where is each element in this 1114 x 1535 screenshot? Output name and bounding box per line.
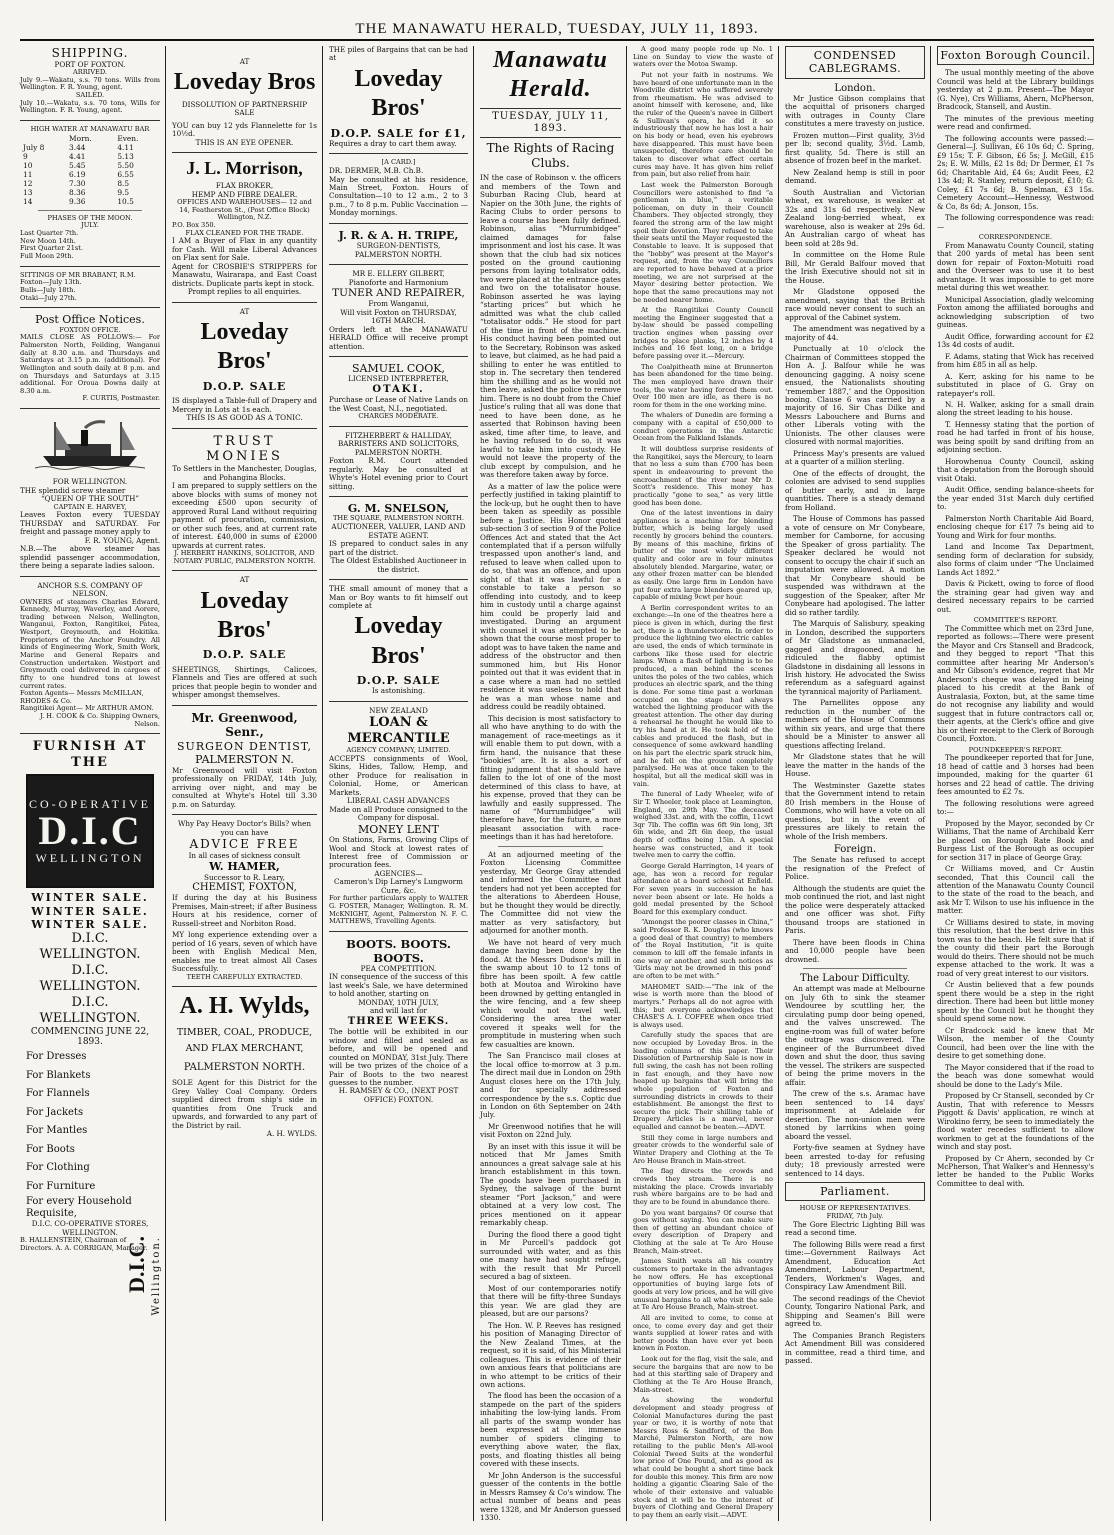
news-paragraph: The flag directs the crowds and crowds they stream. There is no mistaking the place. Crowds invariably rush where bargains are to be had and they are to be found in abundance there. <box>633 1167 773 1206</box>
list-item: For Boots <box>26 1143 75 1155</box>
teeth: TEETH CAREFULLY EXTRACTED. <box>186 972 303 981</box>
chemist: CHEMIST, FOXTON, <box>192 882 297 894</box>
column-rule <box>165 46 166 1521</box>
news-paragraph: It will doubtless surprise residents of the Rangitikei, says the Mercury, to learn that no less a sum than £700 has been spent in endeavouring to prevent the encroachment of the river near Mr D. Scott's residence. This money has practically “gone to sea,” as very little good has been done. <box>633 445 773 507</box>
council-paragraph: The poundkeeper reported that for June, 18 head of cattle and 3 horses had been impounded, making for the quarter 61 horses and 22 head of cattle. The driving fees amounted to £2 7s. <box>937 753 1094 797</box>
sitting-line: Otaki—July 27th. <box>20 293 77 302</box>
council-paragraph: Municipal Association, gladly welcoming Foxton among the affiliated boroughs and acknowledging subscription of two guineas. <box>937 294 1094 330</box>
tripe-palm: PALMERSTON NORTH. <box>354 249 443 259</box>
list-item: For Clothing <box>26 1162 90 1174</box>
london-heading: London. <box>834 82 876 94</box>
council-paragraph: Cr Williams desired to state, in moving this resolution, that the best drive in this town was to the beach. He felt sure that if the county did their part the Borough would do theirs. There should not be much expense attached to the work. It was a road of very great interest to our visitors. <box>937 917 1094 978</box>
pea-heading: PEA COMPETITION. <box>360 964 437 973</box>
council-paragraph: The following resolutions were agreed to:— <box>937 798 1094 817</box>
cable-paragraph: In committee on the Home Rule Bill, Mr Gerald Balfour moved that the Irish Executive should not sit in the House. <box>785 250 925 285</box>
agencies: AGENCIES— <box>374 868 423 878</box>
council-paragraph: Proposed by Cr Ahern, seconded by Cr McPherson, That Walker's and Hennessy's letter be handed to the Public Works Committee to deal with. <box>937 1153 1094 1188</box>
council-paragraph: Land and Income Tax Department, sending form of declaration for subsidy, also forms of claim under “The Unclaimed Lands Act 1892.” <box>937 542 1094 577</box>
cable-paragraph: Mr Gladstone opposed the amendment, saying that the British race would never consent to such an approval of the Cabinet system. <box>785 287 925 322</box>
cable-paragraph: South Australian and Victorian wheat, ex warehouse, is weaker at 32s and 31s 6d respectively. New Zealand long-berried wheat, ex warehouse, also is weaker at 29s 6d. An Australian cargo of wheat has been sold at 28s 9d. <box>785 187 925 248</box>
loveday-heading: Loveday Bros' <box>354 613 443 669</box>
purchase-text: Purchase or Lease of Native Lands on the West Coast, N.I., negotiated. <box>329 395 468 413</box>
dic-wellington: D.I.C. WELLINGTON. <box>39 963 141 994</box>
news-paragraph: James Smith wants all his country customers to partake in the advantages he now offers. He has exceptional opportunities of buying large lots of goods at very low prices, and he will give unusual bargains to all who visit the sale at Te Aro House Branch, Main-street. <box>633 1257 773 1312</box>
poundkeeper-heading: POUNDKEEPER'S REPORT. <box>968 745 1063 754</box>
anchor-agents: Rangitikei Agent— Mr ARTHUR AMON. <box>20 704 154 713</box>
table-full-text: IS displayed a Table-full of Drapery and Mercery in Lots at 1s each. <box>172 396 317 414</box>
dic-footer: D.I.C. CO-OPERATIVE STORES, WELLINGTON. <box>31 1219 149 1237</box>
palmerston-north: PALMERSTON NORTH. <box>183 1061 306 1073</box>
sole-agent-text: SOLE Agent for this District for the Grey Valley Coal Company. Orders supplied direct from ship's side in quantities from One Truck and upwards, and forwarded to any part of the District by rail. <box>172 1078 317 1130</box>
sheetings-text: SHEETINGS, Shirtings, Calicoes, Flannels and Ties are offered at such prices that people begin to wonder and whisper amongst themselves. <box>172 664 317 700</box>
piano: Pianoforte and Harmonium <box>348 277 449 287</box>
news-paragraph: The flood has been the occasion of a stampede on the part of the spiders inhabiting the low-lying lands. From all parts of the swamp wonder has been expressed at the immense number of spiders clinging to everything above water, the flax, posts, and floating thistles all being covered with these insects. <box>480 1391 621 1469</box>
flax-cleaned: FLAX CLEANED FOR THE TRADE. <box>185 228 304 237</box>
advice-free: ADVICE FREE <box>189 837 300 852</box>
cable-paragraph: Mr Gladstone states that he will leave the matter in the hands of the House. <box>785 752 925 779</box>
cable-paragraph: One of the effects of drought, the colonies are advised to send supplies of butter early, and in large quantities. There is a steady demand from Holland. <box>785 468 925 512</box>
hamer: W. HAMER, <box>209 860 280 874</box>
news-paragraph: MAHOMET SAID:—“The ink of the wise is worth more than the blood of martyrs.” Perhaps all do not agree with this; but everyone acknowledges that CHASE'S A. I. COFFEE when once tried is always used. <box>633 982 773 1029</box>
furnish-heading: FURNISH AT THE <box>32 739 148 771</box>
foreign-heading: Foreign. <box>833 844 877 856</box>
shipping-title: SHIPPING. <box>51 46 129 60</box>
fitz-text: Foxton R.M. Court attended regularly. May be consulted at Whyte's Hotel evening prior to Court sitting. <box>329 456 468 491</box>
dic-wellington: D.I.C. WELLINGTON. <box>39 994 141 1026</box>
cable-paragraph: The amendment was negatived by a majority of 44. <box>785 324 925 342</box>
prepared-text: IS prepared to conduct sales in any part of the district. <box>329 539 468 557</box>
wellington-title: FOR WELLINGTON. <box>52 477 128 487</box>
dic-wellington: D.I.C. WELLINGTON. <box>39 931 141 963</box>
cable-paragraph: The Marquis of Salisbury, speaking in London, described the supporters of Mr Gladstone as unmanacled, gagged and dragooned, and he ridiculed the flabby optimist Gladstone in disdaining all lessons in Irish history. He advocated the Swiss referendum as a safeguard against the tyrannical majority of Parliament. <box>785 619 925 696</box>
council-paragraph: Palmerston North Charitable Aid Board, enclosing cheque for £17 7s being aid to Young and Wirk for four months. <box>937 513 1094 540</box>
cable-paragraph: There have been floods in China and 10,000 people have been drowned. <box>785 937 925 964</box>
council-paragraph: Davis & Pickett, owing to force of flood the straining gear had given way and desired necessary repairs to be carried out. <box>937 579 1094 614</box>
trust-sub: To Settlers in the Manchester, Douglas, and Pohangina Blocks. <box>172 464 317 482</box>
square: THE SQUARE, PALMERSTON NORTH. <box>332 514 465 523</box>
council-paragraph: Cr Bradcock said he knew that Mr Wilson, the member of the County Council, had been over the line with the desire to get something done. <box>937 1025 1094 1061</box>
boots-heading: BOOTS. BOOTS. BOOTS. <box>346 936 451 965</box>
bottle-text: The bottle will be exhibited in our window and filled and sealed as before, and will be opened and counted on MONDAY, 31st July. There will be two prizes of the choice of a Pair of Boots to the two nearest guesses to the number. <box>329 1027 468 1087</box>
anchor-text: OWNERS of steamers Charles Edward, Kennedy, Murray, Waverley, and Aorere, trading between Nelson, Wellington, Wanganui, Foxton, Rangitikei, Patea, Westport, Greymouth, and Hokitika. Proprietors of the Anchor Foundry. All kinds of Engineering Work, Smith Work, Marine and General Repairs and Construction undertaken. Westport and Greymouth coal delivered in cargoes of fifty to one hundred tons at lowest current rates. <box>20 597 160 690</box>
monday: MONDAY, 10TH JULY, <box>358 997 439 1007</box>
news-paragraph: The San Francisco mail closes at the local office to-morrow at 3 p.m. The direct mail due in London on 29th August closes here on the 17th July, and for specially addressed correspondence by the s.s. Coptic due in London on 6th September on 24th July. <box>480 1051 621 1120</box>
palmerston: PALMERSTON N. <box>195 753 294 767</box>
news-paragraph: Look out for the flag, visit the sale, and secure the bargains that are now to be had at this startling sale of Drapery and Clothing at the Te Aro House Branch, Main-street. <box>633 1355 773 1394</box>
council-paragraph: Audit Office, sending balance-sheets for the year ended 31st March duly certified to. <box>937 485 1094 512</box>
dop-sale: D.O.P. SALE <box>356 674 441 687</box>
loveday-heading: Loveday Bros' <box>200 587 289 644</box>
dop-sale: D.O.P. SALE <box>202 648 287 662</box>
flannel-text: YOU can buy 12 yds Flannelette for 1s 10½d. <box>172 120 317 139</box>
table-row: 12 7.30 8.5 <box>23 178 130 188</box>
steamer-name: “QUEEN OF THE SOUTH” <box>40 494 140 504</box>
cable-paragraph: Frozen mutton—First quality, 3½d per lb; second quality, 3½d. Lamb, first quality, 5d. There is still an absence of frozen beef in the market. <box>785 130 925 166</box>
list-item: For Dresses <box>26 1051 87 1063</box>
sittings-title: SITTINGS OF MR BRABANT, R.M. <box>20 270 136 279</box>
dermer: DR. DERMER, M.B. Ch.B. <box>329 166 424 176</box>
winter-sale: WINTER SALE. <box>31 904 149 918</box>
flax-broker: FLAX BROKER, <box>215 181 274 191</box>
from-wanganui: From Wanganui, <box>368 299 429 309</box>
successor: Successor to R. Leary, <box>204 872 285 882</box>
cable-paragraph: The crew of the s.s. Aramac have been sentenced to 14 days' imprisonment at Adelaide for desertion. The non-union men were stoned by larrikins when going aboard the vessel. <box>785 1089 925 1141</box>
table-row: 9 4.41 5.13 <box>23 151 134 161</box>
cable-paragraph: New Zealand hemp is still in poor demand. <box>785 167 925 186</box>
cable-paragraph: The Senate has refused to accept the resignation of the Prefect of Police. <box>785 855 925 882</box>
herald-date: TUESDAY, JULY 11, 1893. <box>480 108 621 138</box>
snelson: G. M. SNELSON, <box>347 502 450 516</box>
council-paragraph: N. H. Walker, asking for a small drain along the street leading to his house. <box>937 400 1094 418</box>
council-paragraph: Proposed by Cr Stansell, seconded by Cr Austin, That with reference to Messrs Piggott & Davis' application, re winch at Wirokino ferry, be seen to immediately the flood water recedes sufficient to allow workmen to get at the foundations of the winch and stay post. <box>937 1091 1094 1152</box>
arrived-label: ARRIVED. <box>72 68 108 77</box>
dermer-text: May be consulted at his residence, Main Street, Foxton. Hours of Consultation—10 to 12 a.m., 2 to 3 p.m., 7 to 8 p.m. Public Vaccination — Monday mornings. <box>329 174 468 218</box>
cablegrams-title: CONDENSED CABLEGRAMS. <box>785 46 925 79</box>
liberal: LIBERAL CASH ADVANCES <box>347 796 450 806</box>
charges: CHARGES MODERATE. <box>358 412 439 421</box>
news-paragraph: Carefully study the spaces that are now occupied by Loveday Bros. in the leading columns of this paper. Their Dissolution of Partnership Sale is now in full swing, the cash has not been rolling in fast enough, and they have now heaped up bargains that will bring the whole population of Foxton and surrounding districts in crowds to their establishment. Be amongst the first to secure the pick. Their shilling table of Drapery Articles is a marvel, never equalled and cannot be beaten.—ADVT. <box>633 1031 773 1132</box>
council-paragraph: A. Kerr, asking for his name to be substituted in place of G. Gray on ratepayer's roll. <box>937 371 1094 398</box>
ramsey: H. RAMSEY & CO., (NEXT POST OFFICE) FOXTON. <box>338 1086 459 1104</box>
column-rule <box>322 46 323 1521</box>
ad-at: AT <box>239 575 250 585</box>
moon-month: JULY. <box>81 221 99 230</box>
news-paragraph: One of the latest inventions in dairy appliances is a machine for blending butter, which is being largely used recently by grocers behind the counters. By means of this machine, firkins of butter of the most widely different quality and color are in four minutes absolutely blended. Margarine, water, or any other frozen matter can be blended as easily. One large firm in London have put four extra large blenders geared up, capable of mixing 9cwt per hour. <box>633 509 773 602</box>
cable-paragraph: The Westminster Gazette states that the Government intend to retain 80 Irish members in the House of Commons, who will have a vote on all questions, but in the event of pressures are likely to retain the whole of the Irish members. <box>785 780 925 841</box>
anchor-title: ANCHOR S.S. COMPANY OF NELSON. <box>37 580 143 599</box>
cook: SAMUEL COOK, <box>351 361 445 375</box>
sitting-line: Bulls—July 18th. <box>20 285 76 294</box>
tuner: TUNER AND REPAIRER, <box>332 287 465 300</box>
news-paragraph: At the Rangitikei County Council meeting the Engineer suggested that a by-law should be passed compelling traction engines when passing over bridges to place planks, 12 inches by 4 inches and 16 feet long, on a bridge before passing over it.—Mercury. <box>633 306 773 360</box>
hankins: J. HERBERT HANKINS, SOLICITOR, AND NOTARY PUBLIC, PALMERSTON NORTH. <box>173 549 316 565</box>
council-paragraph: T. Hennessy stating that the portion of road he had tarfed in front of his house, was being spoilt by sand drifting from an adjoining section. <box>937 419 1094 455</box>
anchor-agents: J. H. COOK & Co. Shipping Owners, Nelson. <box>39 712 160 728</box>
moon-title: PHASES OF THE MOON. <box>47 213 133 222</box>
winter-sale: WINTER SALE. <box>31 891 149 905</box>
cable-paragraph: An attempt was made at Melbourne on July 6th to sink the steamer Wendouree by scuttling her, the circulating pump door being opened, and the valves unscrewed. The engine-room was full of water before the outrage was discovered. The engineer of the Burrumbeet dived down and shut the door, thus saving the vessel. The strikers are suspected of being the prime movers in the affair. <box>785 984 925 1087</box>
tripe: J. R. & A. H. TRIPE, <box>338 228 459 242</box>
moon-line: Full Moon 29th. <box>20 252 74 261</box>
news-paragraph: The Hon. W. P. Reeves has resigned his position of Managing Director of the New Zealand Times, at the request, so it is said, of his Ministerial colleagues. This is evidence of their own anxious fears that politicians are in who attempt to be critics of their own actions. <box>480 1320 621 1389</box>
steamship-illustration <box>35 414 145 474</box>
anchor-agents: Foxton Agents— Messrs McMILLAN, RHODES & Co. <box>20 689 144 705</box>
greenwood-heading: Mr. Greenwood, Senr., <box>191 710 298 740</box>
tonic-text: THIS IS AS GOOD AS A TONIC. <box>186 413 303 423</box>
news-paragraph: George Gerald Harrington, 14 years of age, has won a record for regular attendance at a board school at Enfield. For seven years in succession he has never been absent or late. He holds a gold medal presented by the School Board for this exemplary conduct. <box>633 861 773 916</box>
editorial-heading: The Rights of Racing Clubs. <box>486 140 615 170</box>
council-paragraph: Horowhenua County Council, asking that a deputation from the Borough should visit Otaki. <box>937 456 1094 483</box>
wellington-vertical: Wellington. <box>150 1236 162 1316</box>
gilbert: MR E. ELLERY GILBERT, <box>352 269 445 279</box>
council-paragraph: The Mayor considered that if the road to the beach was done somewhat would should be done to the Lady's Mile. <box>937 1062 1094 1089</box>
steamer-text: THE splendid screw steamer <box>20 485 126 495</box>
news-paragraph: As showing the wonderful development and steady progress of Colonial Manufactures during the past year or two, it is worthy of note that Messrs Ross & Sandford, of the Bon Marché, Palmerston North, are now retailing to the public Men's All-wool Colonial Tweed Suits at the wonderful low price of One Pound, and as good as what could be bought a short time back for double this money. This firm are now holding a gigantic Clearing Sale of the whole of their extensive and valuable stock and it will be to the interest of buyers of Clothing and General Drapery to pay them an early visit.—ADVT. <box>633 1396 773 1519</box>
council-paragraph: The usual monthly meeting of the above Council was held at the Library buildings yesterday at 2 p.m. Present—The Mayor (G. Nye), Crs Williams, Ahern, McPherson, Bradcock, Stansell, and Austin. <box>937 68 1094 112</box>
hamer-text: If during the day at his Business Premises, Main-street; if after Business Hours at his residence, corner of Russell-street and Norbiton Road. <box>172 893 317 928</box>
table-row: July 8 3.44 4.11 <box>23 142 134 152</box>
nb-text: N.B.—The above steamer has splendid passenger accommodation, there being a separate ladies saloon. <box>20 544 160 571</box>
council-paragraph: F. Adams, stating that Wick has received from him £85 in all as help. <box>937 351 1094 370</box>
liberal-text: Made on all Produce consigned to the Company for disposal. <box>329 804 468 823</box>
po-box: P.O. Box 350. <box>172 221 216 230</box>
editorial-paragraph: IN the case of Robinson v. the officers and members of the Town and Suburban Racing Club, heard at Napier on the 30th June, the rights of Racing Clubs to order persons to leave a course has been fully defined. Robinson, alias “Murrumbidgee” claimed damages for false imprisonment and lost his case. It was shown that the club had six notices posted on the ground cautioning persons from laying totalisator odds, two were placed at the entrance gates and two on the totalisator house. Robinson asserted he was laying “starting prices” but which he admitted was what the club called “totalisator odds.” He stood for part of the time in front of the machine. His conduct having been pointed out to the Secretary, Robinson was asked to leave, but claimed, as he had paid a shilling to enter he was entitled to stop in. The secretary then tendered him the shilling and as he would not then leave, asked the police to remove him. There is no doubt from the Chief Justice's ruling that all was done that need to have been done, as he asserted that Robinson having been asked, time after time, to leave, and he having refused to do so, it was lawful to take him into custody. He would not leave the property of the club except by compulsion, and he was therefore taken away by force. <box>480 173 621 480</box>
three-weeks: THREE WEEKS. <box>347 1015 450 1027</box>
parliament-paragraph: The second readings of the Cheviot County, Tongariro National Park, and Shipping and Seamen's Bill were agreed to. <box>785 1293 925 1329</box>
dic-logo: CO-OPERATIVE D.I.C WELLINGTON <box>26 774 154 888</box>
council-paragraph: The minutes of the previous meeting were read and confirmed. <box>937 113 1094 132</box>
otaki: OTAKI. <box>372 383 425 395</box>
fitzherbert: FITZHERBERT & HALLIDAY, BARRISTERS AND SOLICITORS, <box>337 430 460 449</box>
list-item: For Flannels <box>26 1088 90 1100</box>
parliament-heading: Parliament. <box>785 1182 925 1201</box>
sailed-label: SAILED. <box>75 91 105 100</box>
list-item: For Blankets <box>26 1069 91 1081</box>
news-paragraph: Mr Greenwood notifies that he will visit Foxton on 22nd July. <box>480 1121 621 1140</box>
cable-paragraph: Princess May's presents are valued at a quarter of a million sterling. <box>785 448 925 467</box>
column-editorial <box>475 46 626 1525</box>
list-item: For Mantles <box>26 1125 88 1137</box>
list-item: For every Household Requisite, <box>26 1196 132 1220</box>
why-pay: Why Pay Heavy Doctor's Bills? when you can have <box>177 819 312 837</box>
correspondence-heading: CORRESPONDENCE. <box>978 233 1053 242</box>
crosbie-text: Agent for CROSBIE'S STRIPPERS for Manawatu, Wairarapa, and East Coast districts. Duplicate parts kept in stock. <box>172 261 317 288</box>
table-row: 11 6.19 6.55 <box>23 169 134 179</box>
loveday-heading: Loveday Bros' <box>354 65 443 122</box>
column-news <box>628 46 778 1525</box>
council-paragraph: Proposed by the Mayor, seconded by Cr Williams, That the name of Archibald Kerr be placed on Borough Rate Book and Burgess List of the Borough as occupier for section 317 in place of George Gray. <box>937 818 1094 862</box>
dic-chairman: B. HALLENSTEIN, Chairman of Directors. A. A. CORRIGAN, Manager. <box>20 1236 148 1253</box>
hemp-dealer: HEMP AND FIBRE DEALER. <box>191 189 298 199</box>
post-office-sub: FOXTON OFFICE. <box>59 325 121 334</box>
sickness: In all cases of sickness consult <box>188 850 301 860</box>
piles-text: THE piles of Bargains that can be had at <box>329 46 468 63</box>
news-paragraph: Still they come in large numbers and greater crowds to the wonderful sale of Winter Drapery and Clothing at the Te Aro House Branch in Main-street. <box>633 1133 773 1165</box>
news-paragraph: We have not heard of very much damage having been done by the flood. At the Messrs Dudson's mill in the swamp about 10 to 12 tons of fibre has been spoilt. A few cattle both at Moutoa and Wirokino have been drowned by getting entangled in the wire fencing, and a few sheep which would not travel well. Considering the area the water covered it speaks well for the promptitude in mustering when such few casualties are known. <box>480 937 621 1049</box>
council-paragraph: The following accounts were passed:—General—J. Sullivan, £6 10s 6d; C. Spring, £9 15s; T. F. Gibson, £6 5s; J. McGill, £15 2s; E. W. Mills, £2 1s 8d; Dr Dermer, £1 7s 6d; Charitable Aid, £4 6s; Audit Fees, £2 13s 4d; R. Stanley, return deposit, £10; G. Coley, £1 7s 6d; B. Spelman, £3 15s. Cemetery Account—Hennessy, Westwood & Co, 8s 6d; A. Jonson, 15s. <box>937 133 1094 211</box>
cable-paragraph: Although the students are quiet the mob continued the riot, and last night the police were desperately attacked and one officer was shot. Fifty thousand troops are stationed in Paris. <box>785 883 925 936</box>
agent: F. R. YOUNG, Agent. <box>84 535 160 545</box>
greenwood-text: Mr Greenwood will visit Foxton professionally on FRIDAY, 14th July, arriving over night, and may be consulted at Whyte's Hotel till 3.30 p.m. on Saturday. <box>172 765 317 809</box>
visit: Will visit Foxton on THURSDAY, 16TH MARCH. <box>340 307 457 326</box>
dissolution: DISSOLUTION OF PARTNERSHIP SALE <box>181 99 308 118</box>
experience-text: MY long experience extending over a period of 16 years, seven of which have been with English Medical Men, enables me to treat almost All Cases Successfully. <box>172 930 317 974</box>
column-borough-council <box>932 46 1099 1525</box>
news-paragraph: Last week the Palmerston Borough Councillors were astonished to find “a gentleman in blue,” a veritable policeman, on duty in their Council Chambers. They objected strongly, they feared the strong arm of the law might spoil their devotion. They refused to take their seats until the Mayor requested the Constable to leave. It is supposed that the “bobby” was present at the Mayor's request, and, from the way Councillors are reported to have behaved at a prior meeting, we are not surprised at the Mayor desiring better protection. We hope that the same precautions may not be needed nearer home. <box>633 180 773 304</box>
further-text: For further particulars apply to WALTER G. FOSTER, Manager, Wellington. R. M. McKNIGHT, Agent, Palmerston N. F. C. MATTHEWS, Travelling Agents. <box>329 894 468 926</box>
auctioneer: AUCTIONEER, VALUER, LAND AND ESTATE AGENT. <box>331 522 466 540</box>
council-paragraph: Cr Austin believed that a few pounds spent there would be a step in the right direction. There had been but little money spent by the Council but he thought they should spend some now. <box>937 980 1094 1024</box>
port-label: PORT OF FOXTON. <box>54 59 126 69</box>
news-paragraph: During the flood there a good tight in Mr Purcell's paddock got surrounded with water, and as this one many have had sought refuge, with the result that Mr Purcell secured a bag of sixteen. <box>480 1229 621 1282</box>
news-paragraph: The whalers of Dunedin are forming a company with a capital of £50,000 to conduct operations in the Antarctic Ocean from the Falkland Islands. <box>633 411 773 443</box>
dop-sale: D.O.P. SALE for £1, <box>330 126 467 140</box>
cable-paragraph: Punctually at 10 o'clock the Chairman of Committees stopped the Hon A. J. Balfour while he was denouncing gagging. A noisy scene ensued, the Nationalists shouting ‘remember 1887,’ and the Opposition booing. Clause 6 was carried by a majority of 16. Sir Chas Dilke and Messrs Labouchere and Burns and other Liberals voting with the Unionists. The other clauses were closured with normal majorities. <box>785 344 925 447</box>
table-row: 14 9.36 10.5 <box>23 196 134 206</box>
news-paragraph: Put not your faith in nostrums. We have heard of one unfortunate man in the Woodville district who suffered severely from rheumatism. He was advised to anoint himself with kerosene, and, like the ruler of the Queen's navee in Gilbert & Sullivan's opera, he did it so industriously that now he has lost a hair on his body or head, even his eyebrows have disappeared. This must have been unsuspected, therefore care should be taken to discover what effect certain cures may have. It has given him relief from pain, but also relief from hair. <box>633 70 773 179</box>
winter-sale: WINTER SALE. <box>31 917 149 931</box>
news-paragraph: All are invited to come, to come at once, to come every day and get their wants supplied at lower rates and with better goods than have ever yet been known in Foxton. <box>633 1313 773 1353</box>
cable-paragraph: Mr Justice Gibson complains that the acquittal of prisoners charged with outrages in County Clare constitutes a mere travesty on justice. <box>785 94 925 129</box>
ad-at: AT <box>239 57 250 66</box>
council-paragraph: From Manawatu County Council, stating that 200 yards of metal has been sent down for repair of Foxton-Motuiti road and the Overseer was to use it to best advantage. It was impossible to get more metal during this wet weather. <box>937 240 1094 293</box>
column-rule <box>778 46 779 1521</box>
agency: AGENCY COMPANY, LIMITED. <box>346 746 451 755</box>
pea-text: IN consequence of the success of this last week's Sale, we have determined to hold another, starting on <box>329 972 468 999</box>
timber: TIMBER, COAL, PRODUCE, AND FLAX MERCHANT, <box>176 1026 313 1054</box>
news-paragraph: A Berlin correspondent writes to an exchange:—In one of the theatres here a piece is given in which, during the first act, there is a thunderstorm. In order to produce the lightning two electric cables are used, the ends of which terminate in carbons like those used for electric lamps. When a flash of lightning is to be produced, a man behind the scenes unites the poles of the two cables, which produces an electric spark, and the thing is done. For some time past a workman occupied on the stage had always watched the lightning producer with the greatest attention. The other day during a rehearsal he thought he would like to try his hand at it. He took hold of the cables and produced the flash, but in consequence of some awkward handling on his part the electric spark struck him, and he fell on the ground completely paralysed. He was at once taken to the hospital, but all the medical skill was in vain. <box>633 603 773 788</box>
wylds-heading: A. H. Wylds, <box>179 993 310 1020</box>
wylds-signature: A. H. WYLDS. <box>266 1129 317 1139</box>
labour-heading: The Labour Difficulty. <box>800 973 910 985</box>
table-row: 10 5.45 5.50 <box>23 160 134 170</box>
post-office-title: Post Office Notices. <box>35 313 145 327</box>
column-rule <box>473 46 474 1521</box>
dop-sale: D.O.P. SALE <box>202 379 287 393</box>
column-ads-3 <box>324 46 473 1525</box>
nz-heading: NEW ZEALAND <box>369 705 428 715</box>
column-rule <box>626 46 627 1521</box>
trust-body: I am prepared to supply settlers on the above blocks with sums of money not exceeding £500 upon security of approved Rural Land without requiring payment of procuration, commission, or other such fees, and at current rate of interest. £40,000 in sums of £2000 upwards at current rates. <box>172 481 317 550</box>
herald-title: Manawatu Herald. <box>493 47 608 103</box>
news-paragraph: The Coalpitheath mine at Brunnerton has been abandoned for the time being. The men employed have drawn their tools, the water having forced them out. Over 100 men are idle, as there is no room for them in the one working mine. <box>633 362 773 409</box>
loan-heading: LOAN & MERCANTILE <box>347 715 450 747</box>
oldest-text: The Oldest Established Auctioneer in the district. <box>330 556 467 574</box>
agencies-text: Cameron's Dip Larney's Lungworm Cure, &c. <box>334 877 463 895</box>
offices: OFFICES AND WAREHOUSES— 12 and 14, Featherston St., (Post Office Block) Wellington, N.Z. <box>177 198 312 222</box>
editorial-paragraph: As a matter of law the police were perfectly justified in taking plaintiff to the lock-up, but he ought then to have been taken as speedily as possible before a Justice. His Honor quoted sub-section 3 of section 9 of the Police Offences Act and stated that the Act contemplated that if a person wilfully trespassed upon another's land, and refused to leave when called upon to do so, that was an offence, and upon sight of that it was lawful for a constable to take a person so offending into custody, and to keep him in custody until a charge against him could be properly laid and investigated. During an argument with counsel it was attempted to be shown that the course most proper to adopt was to have taken the name and address of the obstructor and then summoned him, but His Honor pointed out that it was evident that in a case where a man had no settled residence it was useless to hold that he was a man whose name and address could be readily obtained. <box>480 481 621 712</box>
table-row: 13 8.36 9.5 <box>23 187 130 197</box>
parliament-paragraph: The Companies Branch Registers Act Amendment Bill was considered in committee, read a third time, and passed. <box>785 1330 925 1365</box>
ad-at: AT <box>239 306 250 316</box>
card-label: [A CARD.] <box>381 158 416 167</box>
fitz-palm: PALMERSTON NORTH. <box>354 447 443 457</box>
editorial-paragraph: This decision is most satisfactory to all who have anything to do with the management of race-meetings as it will enable them to put down, with a firm hand, the nuisance that these “bookies” are. It is also a sort of fitting judgment that it should have fallen to the lot of one of the most determined of this class to have, at his expense, proved that they can be lawfully and easily suppressed. The name of “Murrumbidgee” will therefore have, for the future, a more pleasant association with race-meetings than it has had heretofore. <box>480 713 621 842</box>
cable-paragraph: Forty-five seamen at Sydney have been arrested to-day for refusing duty; 18 previously arrested were sentenced to 14 days. <box>785 1143 925 1178</box>
accepts-text: ACCEPTS consignments of Wool, Skins, Hides, Tallow, Hemp, and other Produce for realisation in Colonial, Home, or American Markets. <box>329 753 468 797</box>
loveday-heading: Loveday Bros' <box>200 319 289 375</box>
tripe-sub: SURGEON-DENTISTS, <box>356 241 441 251</box>
borough-council-title: Foxton Borough Council. <box>937 46 1094 65</box>
sitting-line: Foxton—July 13th. <box>20 278 82 287</box>
eye-opener: THIS IS AN EYE OPENER. <box>195 137 294 147</box>
sailed-text: July 10.—Wakatu, s.s. 70 tons, Wills for Wellington. F. R. Young, agent. <box>20 98 160 115</box>
committee-heading: COMMITTEE'S REPORT. <box>973 616 1058 625</box>
parliament-paragraph: The Gore Electric Lighting Bill was read a second time. <box>785 1219 925 1238</box>
cable-paragraph: The Parnellites oppose any reduction in the number of the members of the House of Commons within six years, and urge that there should be a Minister to answer all questions affecting Ireland. <box>785 698 925 750</box>
morrison-heading: J. L. Morrison, <box>186 158 303 179</box>
council-paragraph: Cr Williams moved, and Cr Austin seconded, That this Council call the attention of the Manawatu County Council to the state of the road to the beach, and ask Mr T. Wilson to use his influence in the matter. <box>937 864 1094 916</box>
dic-vertical: D.I.C. <box>124 1236 150 1293</box>
news-paragraph: Most of our contemporaries notify that there will be fifty-three Sundays this year. We are glad they are pleased, but are our parsons? <box>480 1283 621 1319</box>
tide-title: HIGH WATER AT MANAWATU BAR <box>30 124 150 133</box>
small-amount-text: THE small amount of money that a Man or Boy wants to fit himself out complete at <box>329 584 468 610</box>
post-office-text: MAILS CLOSE AS FOLLOWS:— For Palmerston North, Feilding, Wanganui daily at 8.30 a.m. and Thursdays and Saturdays at 3.15 p.m. (additional). For Wellington and south daily at 8 p.m. and on Thursdays and Saturdays at 3.15 additional. For Oroua Downs daily at 8.30 a.m. <box>20 333 160 395</box>
moon-line: New Moon 14th. <box>20 236 76 245</box>
list-item: For Furniture <box>26 1180 96 1192</box>
council-paragraph: Audit Office, forwarding account for £2 13s 4d costs of audit. <box>937 331 1094 350</box>
column-ads-2 <box>167 46 322 1525</box>
friday-heading: FRIDAY, 7th July. <box>826 1212 884 1221</box>
money-lent: MONEY LENT <box>358 822 439 836</box>
column-shipping <box>15 46 165 1525</box>
moon-line: First Quarter 21st. <box>20 244 84 253</box>
news-paragraph: The funeral of Lady Wheeler, wife of Sir T. Wheeler, took place at Leamington, England, on 29th May. The deceased weighed 33st. and, with the coffin, 11cwt 3qr 7lb. The coffin was 6ft 9in long, 3ft 6in wide, and 2ft 6in deep, the usual depth of coffins being 15in. A special hearse was constructed, and it took twelve men to carry the coffin. <box>633 790 773 860</box>
astonishing: Is astonishing. <box>371 686 426 696</box>
commencing: COMMENCING JUNE 22, 1893. <box>30 1026 150 1048</box>
news-paragraph: By an inset with this issue it will be noticed that Mr James Smith announces a great salvage sale at his branch establishment in this town. The goods have been purchased in Sydney, the salvage of the burnt steamer “Port Jackson,” and were obtained at a very low cost. The prices mentioned on it appear remarkably cheap. <box>480 1141 621 1228</box>
surgeon-dentist: SURGEON DENTIST, <box>177 740 312 754</box>
page-masthead: THE MANAWATU HERALD, TUESDAY, JULY 11, 1893. <box>20 20 1094 38</box>
news-paragraph: A good many people rode up No. 1 Line on Sunday to view the waste of waters over the Motoa Swamp. <box>633 46 773 69</box>
council-paragraph: The Committee which met on 23rd June, reported as follows:—There were present the Mayor and Crs Stansell and Bradcock, and they begged to report “That this committee after hearing Mr Anderson's and Mr Gibson's evidence, regret that Mr Anderson's cheque was delayed in being placed to his credit at the Bank of Australasia, Foxton, but, at the same time do not recognise any liability and would suggest that in future contractors call or, their agents, at the Clerk's office and give his or their receipt to the Clerk of Borough Council, Foxton. <box>937 623 1094 744</box>
prompt-text: Prompt replies to all enquiries. <box>187 287 302 297</box>
tide-table: Morn. Even. July 8 3.44 4.11 9 4.41 5.13 10 5.45 5.50 11 6.19 6.55 12 7.30 8.5 13 8.36 9.5 14 9.36 10.5 <box>20 134 160 206</box>
news-paragraph: Do you want bargains? Of course that goes without saying. You can make sure then of getting an abundant choice of every description of Drapery and Clothing at the sale at Te Aro House Branch, Main-street. <box>633 1208 773 1255</box>
cable-paragraph: The House of Commons has passed a vote of censure on Mr Conybeare, member for Camborne, for accusing the Speaker of gross partiality. The Speaker declared he would not consent to occupy the chair if such an imputation were allowed. A motion that Mr Conybeare should be suspended was withdrawn at the suggestion of the Speaker, after Mr Conybeare had apologised. The latter did so rather tardily. <box>785 514 925 617</box>
loveday-heading: Loveday Bros <box>173 69 316 96</box>
council-paragraph: The following correspondence was read:— <box>937 213 1094 231</box>
parliament-paragraph: The following Bills were read a first time:—Government Railways Act Amendment, Education Act Amendment, Labour Department, Tenders, Workmen's Wages, and Conspiracy Law Amendment Bill. <box>785 1239 925 1292</box>
money-text: On Stations, Farms, Growing Clips of Wool and Stock at lowest rates of Interest free of Commission or procuration fees. <box>329 835 468 870</box>
trust-monies-heading: TRUST MONIES <box>206 433 283 465</box>
column-cablegrams <box>780 46 930 1525</box>
arrived-text: July 9.—Wakatu, s.s. 70 tons. Wills from Wellington. F. R. Young, agent. <box>20 75 160 92</box>
buyer-text: I AM a Buyer of Flax in any quantity for Cash. Will make Liberal Advances on Flax sent for Sale. <box>172 236 317 263</box>
cart-text: Requires a dray to cart them away. <box>329 138 457 148</box>
last-for: and will last for <box>369 1006 427 1016</box>
news-paragraph: At an adjourned meeting of the Foxton Licensing Committee yesterday, Mr George Gray attended and informed the Committee that tenders had not yet been accepted for the alterations to Aberdeen House, but he thought they would be directly. The Committee did not view the matter as very satisfactory, but adjourned for another month. <box>480 849 621 936</box>
leaves-text: Leaves Foxton every TUESDAY THURSDAY and SATURDAY. For freight and passage money apply to <box>20 510 160 537</box>
orders-text: Orders left at the MANAWATU HERALD Office will receive prompt attention. <box>329 324 468 351</box>
news-paragraph: Mr John Anderson is the successful guesser of the contents in the bottle in Messrs Ramsey & Co's window. The actual number of beans and peas were 1328, and Mr Anderson guessed 1330. <box>480 1470 621 1523</box>
moon-line: Last Quarter 7th. <box>20 229 79 238</box>
captain: CAPTAIN E. HARVEY, <box>53 502 127 511</box>
news-paragraph: “Amongst the poorer classes in China,” said Professor R. K. Douglas (who knows a good deal of that country) to members of the Royal Institution, “it is quite common to kill off the female infants in one way or another, and such notices as ‘Girls may not be drowned in this pond’ are often to be met with.” <box>633 918 773 980</box>
list-item: For Jackets <box>26 1106 84 1118</box>
postmaster: F. CURTIS, Postmaster. <box>82 394 160 403</box>
house-heading: HOUSE OF REPRESENTATIVES. <box>799 1204 911 1213</box>
interpreter: LICENSED INTERPRETER, <box>348 374 449 384</box>
column-rule <box>930 46 931 1521</box>
